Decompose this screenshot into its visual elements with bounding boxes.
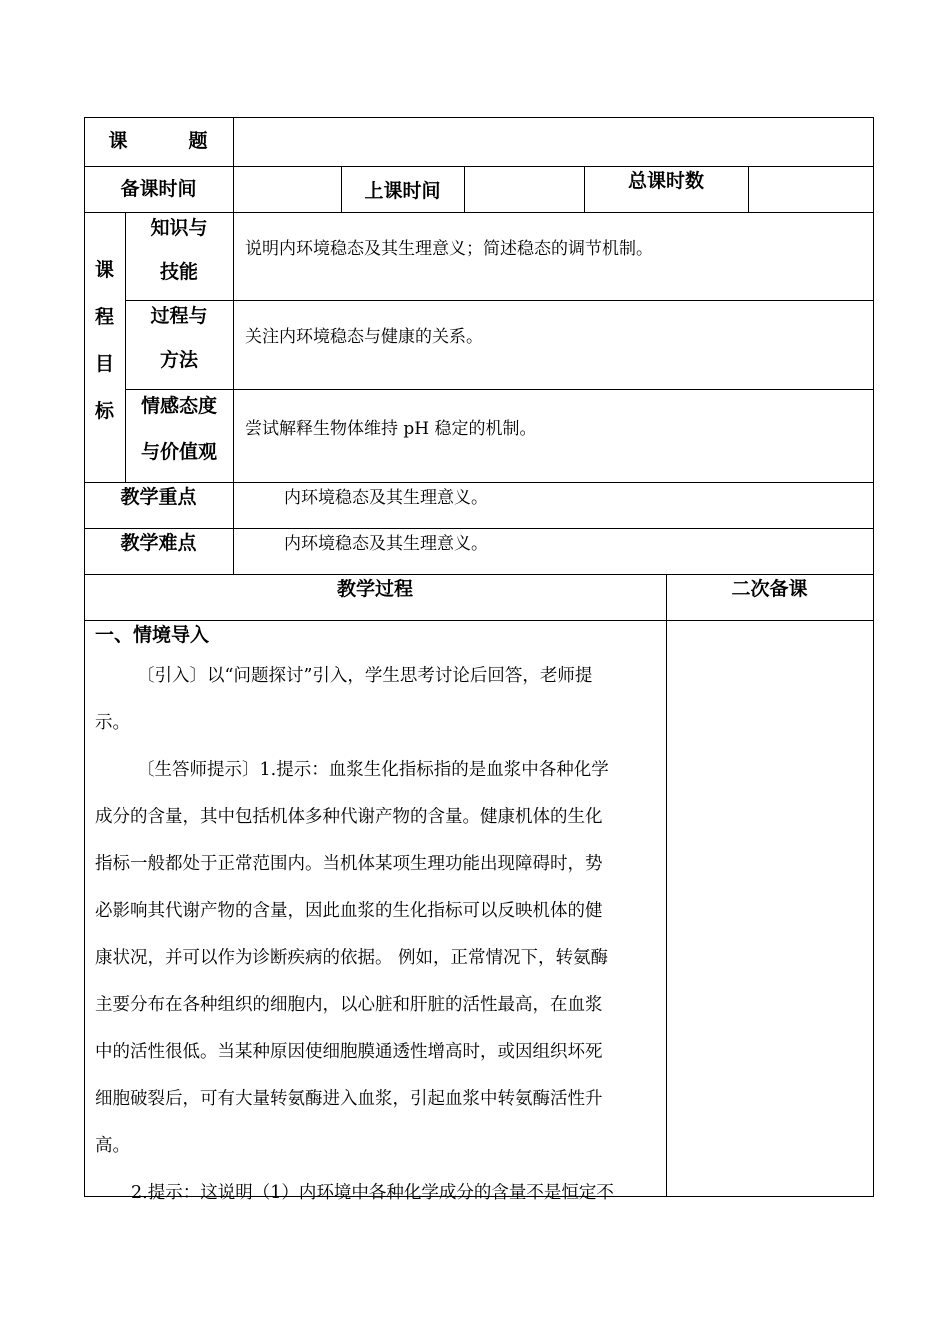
body-line: 细胞破裂后，可有大量转氨酶进入血浆，引起血浆中转氨酶活性升 [95, 1089, 603, 1109]
table-border-right [873, 117, 874, 1197]
goal-text-process: 关注内环境稳态与健康的关系。 [245, 327, 483, 347]
topic-label: 课 题 [108, 130, 209, 152]
topic-value [244, 117, 864, 166]
second-prep-header: 二次备课 [731, 578, 808, 600]
class-time-label: 上课时间 [364, 180, 441, 202]
difficult-point-text: 内环境稳态及其生理意义。 [284, 534, 488, 554]
row-divider [125, 389, 874, 390]
column-divider [748, 166, 749, 213]
goal-label-line: 与价值观 [140, 441, 217, 463]
body-line: 指标一般都处于正常范围内。当机体某项生理功能出现障碍时，势 [95, 854, 603, 874]
goal-label-line: 过程与 [150, 305, 208, 327]
course-goals-char: 程 [94, 306, 114, 328]
course-goals-char: 标 [94, 400, 114, 422]
body-line: 成分的含量，其中包括机体多种代谢产物的含量。健康机体的生化 [95, 807, 603, 827]
teaching-process-header: 教学过程 [336, 578, 413, 600]
body-line: 〔引入〕以“问题探讨”引入，学生思考讨论后回答，老师提 [137, 666, 593, 686]
goal-label-line: 知识与 [150, 217, 208, 239]
column-divider [666, 574, 667, 1197]
course-goals-char: 课 [94, 259, 114, 281]
difficult-point-label: 教学难点 [120, 532, 197, 554]
process-body [95, 653, 655, 1217]
section-title: 一、情境导入 [95, 624, 210, 646]
goal-label-attitude [125, 383, 233, 475]
key-point-text: 内环境稳态及其生理意义。 [284, 488, 488, 508]
goal-text-attitude: 尝试解释生物体维持 pH 稳定的机制。 [245, 419, 537, 439]
column-divider [464, 166, 465, 213]
body-line: 〔生答师提示〕1.提示：血浆生化指标指的是血浆中各种化学 [137, 760, 609, 780]
body-line: 康状况，并可以作为诊断疾病的依据。 例如，正常情况下，转氨酶 [95, 948, 609, 968]
total-hours-value [754, 166, 868, 212]
course-goals-char: 目 [94, 353, 114, 375]
class-time-value [470, 166, 580, 212]
row-divider [125, 300, 874, 301]
course-goals-label [84, 247, 125, 435]
body-line: 主要分布在各种组织的细胞内，以心脏和肝脏的活性最高，在血浆 [95, 995, 603, 1015]
body-line: 中的活性很低。当某种原因使细胞膜通透性增高时，或因组织坏死 [95, 1042, 603, 1062]
body-line: 高。 [95, 1136, 130, 1156]
goal-label-line: 技能 [159, 261, 198, 283]
prep-time-label: 备课时间 [120, 178, 197, 200]
goal-label-line: 情感态度 [140, 395, 217, 417]
goal-text-knowledge: 说明内环境稳态及其生理意义；简述稳态的调节机制。 [245, 239, 653, 259]
body-line: 示。 [95, 713, 130, 733]
key-point-label: 教学重点 [120, 486, 197, 508]
body-line: 2.提示：这说明（1）内环境中各种化学成分的含量不是恒定不 [131, 1183, 614, 1203]
body-line: 必影响其代谢产物的含量，因此血浆的生化指标可以反映机体的健 [95, 901, 603, 921]
total-hours-label: 总课时数 [627, 170, 704, 192]
goal-label-process [125, 294, 233, 382]
prep-time-value [240, 166, 335, 212]
goal-label-knowledge [125, 206, 233, 294]
goal-label-line: 方法 [159, 349, 198, 371]
column-divider [233, 117, 234, 575]
